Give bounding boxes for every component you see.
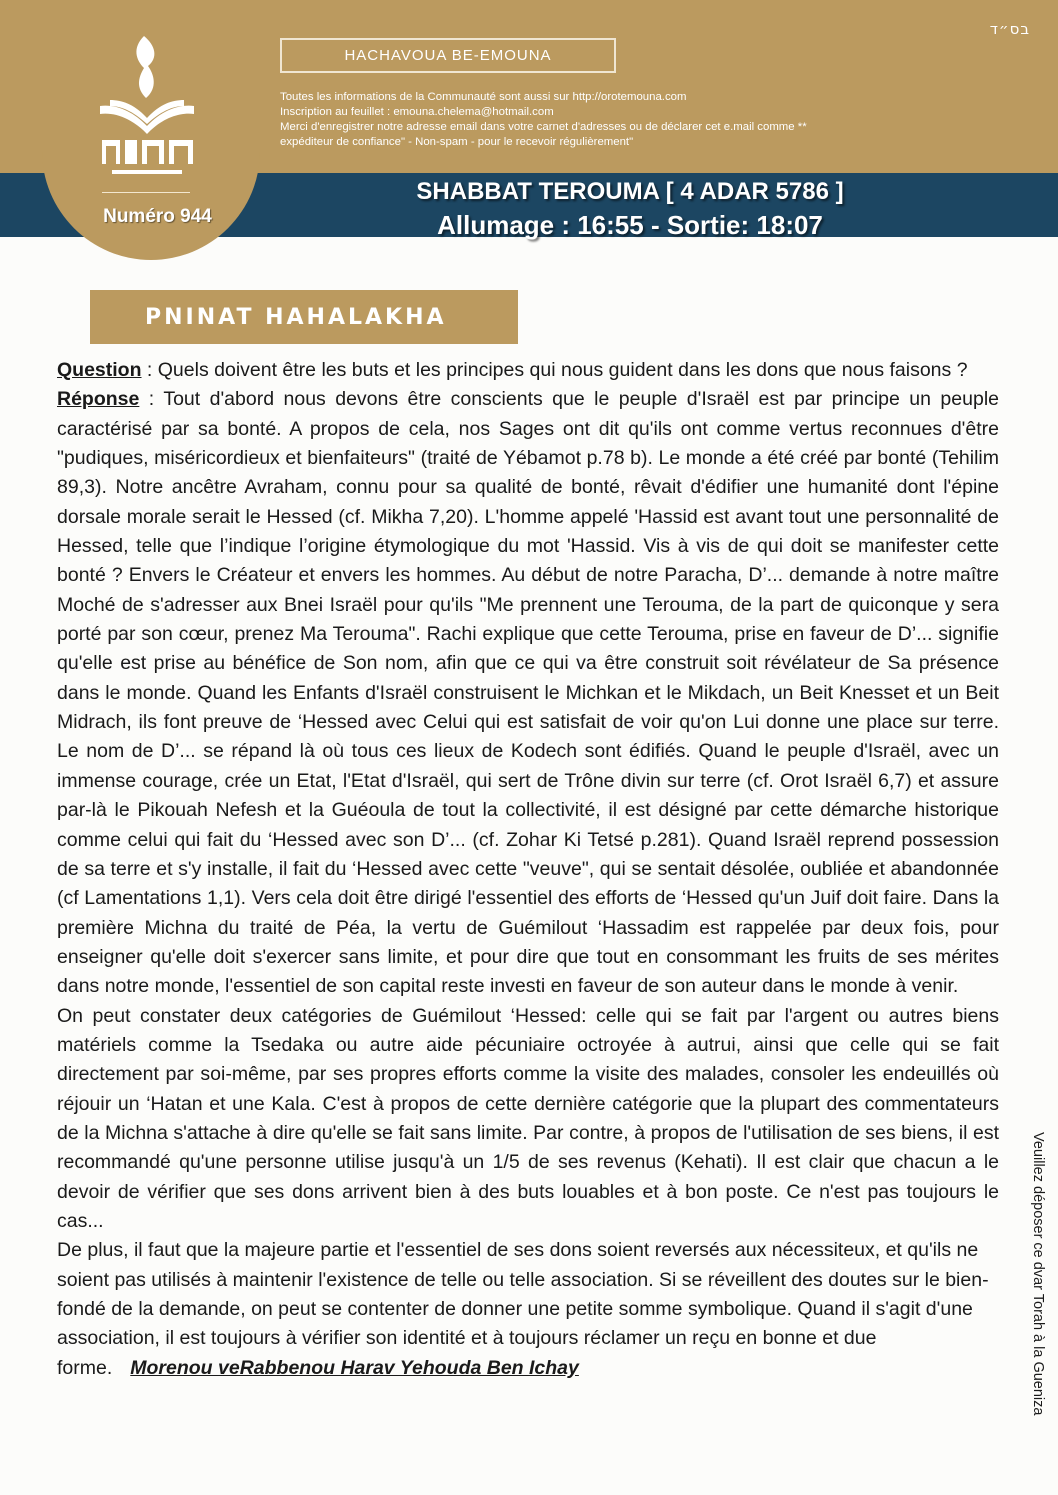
- info-line: Toutes les informations de la Communauté sont aussi sur http://orotemouna.com: [280, 91, 687, 103]
- shabbat-info: [300, 176, 960, 242]
- paragraph: On peut constater deux catégories de Guémilout ‘Hessed: celle qui se fait par l'argent ou autres biens matériels comme la Tsedaka ou autre aide pécuniaire octroyée à autrui, ainsi que celle qui se fait directement par soi-même, par ses propres efforts comme la visite des malades, consoler les endeuillés où réjouir un ‘Hatan et une Kala. C'est à propos de cette dernière catégorie que la plupart des commentateurs de la Michna s'attache à dire qu'elle se fait sans limite. Par contre, à propos de l'utilisation de ses biens, il est recommandé qu'une personne utilise jusqu'à un 1/5 de ses revenus (Kehati). Il est clair que chacun a le devoir de vérifier que ses dons arrivent bien à des buts louables et à bon poste. Ce n'est pas toujours le cas...: [57, 1004, 999, 1232]
- info-line: Merci d'enregistrer notre adresse email dans votre carnet d'adresses ou de déclarer cet e.mail comme **: [280, 121, 807, 133]
- article-body: [57, 356, 999, 1383]
- author-signature: Morenou veRabbenou Harav Yehouda Ben Ichay: [130, 1356, 579, 1379]
- guenizah-note: Veuillez déposer ce dvar Torah à la Guenizа: [1030, 1132, 1046, 1416]
- info-block: [280, 90, 970, 150]
- answer-paragraph: [57, 385, 999, 1001]
- info-line: Inscription au feuillet : emouna.chelema@hotmail.com: [280, 106, 554, 118]
- closing-paragraph: [57, 1236, 999, 1383]
- newsletter-title: HACHAVOUA BE-EMOUNA: [280, 38, 616, 73]
- section-title: PNINAT HAHALAKHA: [90, 290, 518, 344]
- shabbat-times: Allumage : 16:55 - Sortie: 18:07: [437, 210, 823, 240]
- answer-label: Réponse: [57, 388, 140, 411]
- answer-text: : Tout d'abord nous devons être conscients que le peuple d'Israël est par principe un peuple caractérisé par sa bonté. A propos de cela, nos Sages ont dit qu'ils ont comme vertus reconnues d'être "pudiques, miséricordieux et bienfaiteurs" (traité de Yébamot p.78 b). Le monde a été créé par bonté (Tehilim 89,3). Notre ancêtre Avraham, connu pour sa qualité de bonté, rêvait d'édifier une humanité dont l'épine dorsale morale serait le Hessed (cf. Mikha 7,20). L'homme appelé 'Hassid est avant tout une personnalité de Hessed, telle que l’indique l’origine étymologique du mot 'Hassid. Vis à vis de qui doit se manifester cette bonté ? Envers le Créateur et envers les hommes. Au début de notre Paracha, D’... demande à notre maître Moché de s'adresser aux Bnei Israël pour qu'ils "Me prennent une Terouma, de la part de quiconque y sera porté par son cœur, prenez Ma Terouma". Rachi explique que cette Terouma, prise en faveur de D’... signifie qu'elle est prise au bénéfice de Son nom, afin que ce qui va être construit soit révélateur de Sa présence dans le monde. Quand les Enfants d'Israël construisent le Michkan et le Mikdach, un Beit Knesset et un Beit Midrach, ils font preuve de ‘Hessed avec Celui qui est satisfait de voir qu'on Lui donne une place sur terre. Le nom de D’... se répand là où tous ces lieux de Kodech sont édifiés. Quand le peuple d'Israël, avec un immense courage, crée un Etat, l'Etat d'Israël, qui sert de Trône divin sur terre (cf. Orot Israël 6,7) et assure par-là le Pikouah Nefesh et la Guéoula de tout la collectivité, il est désigné par cette démarche historique comme celui qui fait du ‘Hessed avec son D’... (cf. Zohar Ki Tetsé p.281). Quand Israël reprend possession de sa terre et s'y installe, il fait du ‘Hessed avec cette "veuve", qui se sentait désolée, oubliée et abandonnée (cf Lamentations 1,1). Vers cela doit être dirigé l'essentiel des efforts de ‘Hessed qu'un Juif doit faire. Dans la première Michna du traité de Péa, la vertu de Guémilout ‘Hassadim est rappelée par deux fois, pour enseigner qu'elle doit s'exercer sans limite, et pour dire que tout en consommant les fruits de ses mérites dans notre monde, l'essentiel de son capital reste investi en faveur de son auteur dans le monde à venir.: [57, 388, 999, 998]
- question-text: : Quels doivent être les buts et les principes qui nous guident dans les dons que nous faisons ?: [141, 359, 968, 381]
- bsd-mark: בס״ד: [989, 20, 1030, 38]
- shabbat-title: SHABBAT TEROUMA [ 4 ADAR 5786 ]: [416, 178, 844, 205]
- emouna-logo-icon: [92, 34, 202, 184]
- question-label: Question: [57, 359, 142, 381]
- logo-divider: [102, 192, 190, 193]
- issue-number: Numéro 944: [103, 206, 212, 227]
- paragraph-text: De plus, il faut que la majeure partie et l'essentiel de ses dons soient reversés aux nécessiteux, et qu'ils ne soient pas utilisés à maintenir l'existence de telle ou telle association. Si se réveillent des doutes sur le bien-fondé de la demande, on peut se contenter de donner une petite somme symbolique. Quand il s'agit d'une association, il est toujours à vérifier son identité et à toujours réclamer un reçu en bonne et due forme.: [57, 1239, 989, 1379]
- info-line: expéditeur de confiance" - Non-spam - pour le recevoir régulièrement": [280, 136, 634, 148]
- question-paragraph: [57, 356, 999, 385]
